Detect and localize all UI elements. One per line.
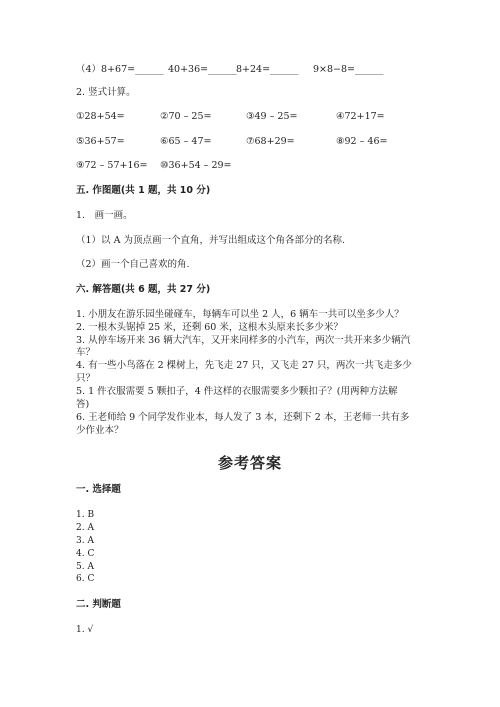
calc-item: ⑩36+54 – 29= [160,160,232,171]
answer-item: 4. C [76,549,95,559]
section6-title: 六. 解答题(共 6 题，共 27 分) [76,284,211,295]
calc-item: ⑨72 – 57+16= [76,160,148,171]
calc-item: ⑧92 – 46= [336,136,388,147]
calc-item: ②70 – 25= [160,111,212,122]
section6-line: 2. 一根木头锯掉 25 米，还剩 60 米，这根木头原来长多少米？ [76,322,343,333]
calc-item: ⑥65 – 47= [160,136,212,147]
answer-item: 6. C [76,574,95,584]
answers-title: 参考答案 [217,454,282,472]
q4-item-4: 9×8−8=______ [313,64,384,75]
section6-line: 4. 有一些小鸟落在 2 棵树上，先飞走 27 只，又飞走 27 只，两次一共飞走多少 [76,360,412,371]
section5-title: 五. 作图题(共 1 题，共 10 分) [76,185,211,196]
q4-item-3: 8+24=______ [236,64,299,75]
answers-judge-title: 二. 判断题 [76,599,121,610]
section5-sub1: （1）以 A 为顶点画一个直角，并写出组成这个角各部分的名称. [76,235,345,246]
section5-sub2: （2）画一个自己喜欢的角. [76,259,190,270]
section6-line: 答) [76,399,90,410]
section6-line: 3. 从停车场开来 36 辆大汽车，又开来同样多的小汽车，两次一共开来多少辆汽 [76,335,411,346]
calc-item: ③49 – 25= [246,111,298,122]
answer-item: 2. A [76,523,94,533]
section6-line: 6. 王老师给 9 个同学发作业本，每人发了 3 本，还剩下 2 本，王老师一共有多 [76,412,410,423]
answer-item: 5. A [76,562,94,572]
answer-item: 3. A [76,536,94,546]
section6-line: 5. 1 件衣服需要 5 颗扣子，4 件这样的衣服需要多少颗扣子？(用两种方法解 [76,386,398,397]
answers-choice-title: 一. 选择题 [76,484,121,495]
section6-line: 只？ [76,373,96,384]
answer-item: 1. √ [76,625,94,635]
vertical-calc-heading: 2. 竖式计算。 [76,87,136,98]
q4-item-2: 40+36=______ [168,64,237,75]
answer-item: 1. B [76,510,95,520]
section6-line: 1. 小朋友在游乐园坐碰碰车，每辆车可以坐 2 人，6 辆车一共可以坐多少人？ [76,309,404,320]
calc-item: ⑦68+29= [246,136,295,147]
section6-line: 少作业本？ [76,425,124,436]
calc-item: ④72+17= [336,111,385,122]
calc-item: ⑤36+57= [76,136,125,147]
calc-item: ①28+54= [76,111,125,122]
section6-line: 车？ [76,347,96,358]
q4-item-1: （4）8+67=______ [76,64,164,75]
section5-q1: 1. 画一画。 [76,210,133,221]
